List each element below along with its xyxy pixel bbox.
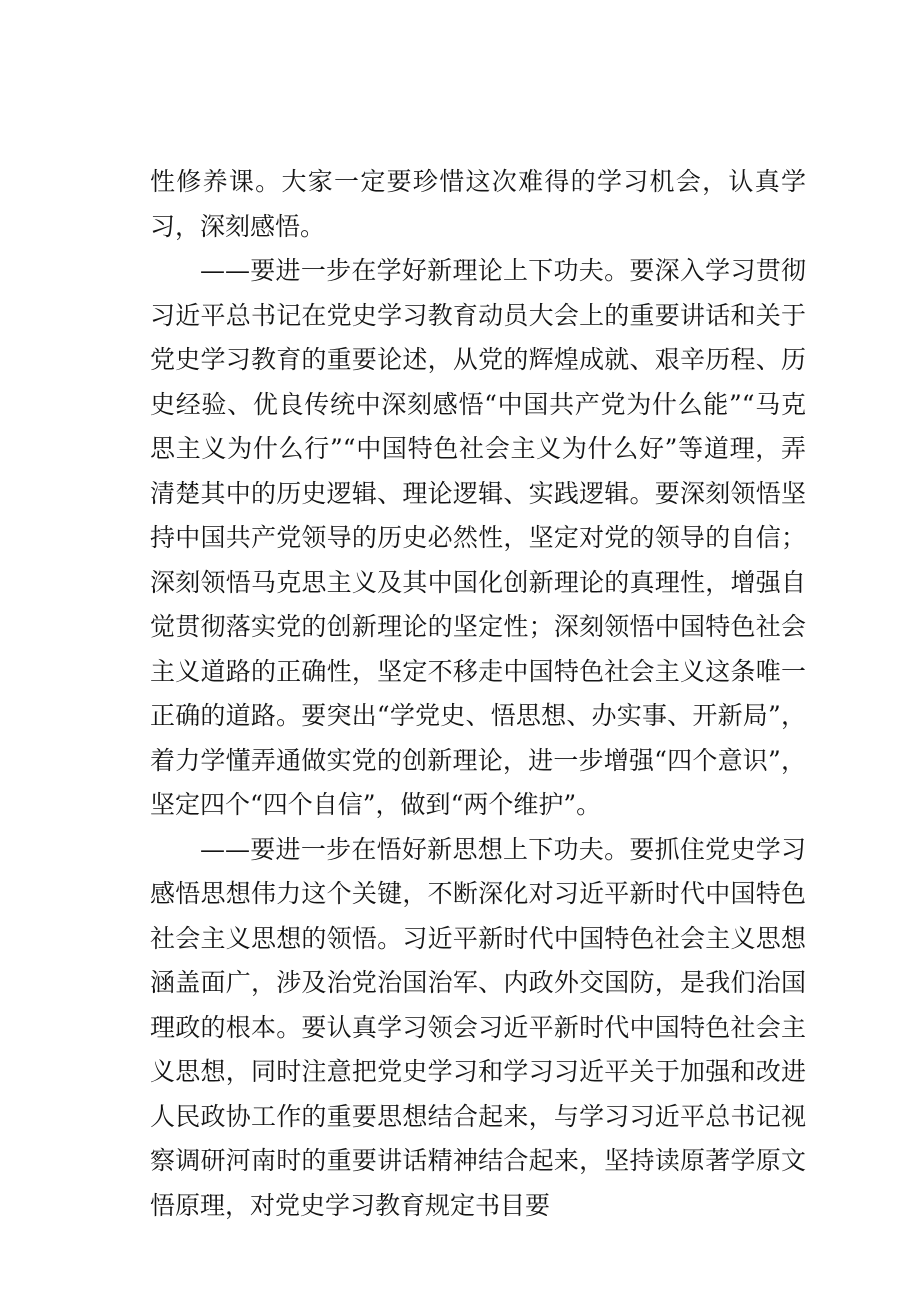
paragraph-understand-new-thought: ——要进一步在悟好新思想上下功夫。要抓住党史学习感悟思想伟力这个关键，不断深化对习近平新时代中国特色社会主义思想的领悟。习近平新时代中国特色社会主义思想涵盖面广，涉及治党治国治军、内政外交国防，是我们治国理政的根本。要认真学习领会习近平新时代中国特色社会主义思想，同时注意把党史学习和学习习近平关于加强和改进人民政协工作的重要思想结合起来，与学习习近平总书记视察调研河南时的重要讲话精神结合起来，坚持读原著学原文悟原理，对党史学习教育规定书目要 bbox=[150, 834, 806, 1220]
paragraph-study-new-theory: ——要进一步在学好新理论上下功夫。要深入学习贯彻习近平总书记在党史学习教育动员大会上的重要讲话和关于党史学习教育的重要论述，从党的辉煌成就、艰辛历程、历史经验、优良传统中深刻感悟“中国共产党为什么能”“马克思主义为什么行”“中国特色社会主义为什么好”等道理，弄清楚其中的历史逻辑、理论逻辑、实践逻辑。要深刻领悟坚持中国共产党领导的历史必然性，坚定对党的领导的自信；深刻领悟马克思主义及其中国化创新理论的真理性，增强自觉贯彻落实党的创新理论的坚定性；深刻领悟中国特色社会主义道路的正确性，坚定不移走中国特色社会主义这条唯一正确的道路。要突出“学党史、悟思想、办实事、开新局”，着力学懂弄通做实党的创新理论，进一步增强“四个意识”，坚定四个“四个自信”，做到“两个维护”。 bbox=[150, 256, 806, 819]
body-text bbox=[150, 160, 806, 1228]
paragraph-continuation: 性修养课。大家一定要珍惜这次难得的学习机会，认真学习，深刻感悟。 bbox=[150, 167, 806, 241]
